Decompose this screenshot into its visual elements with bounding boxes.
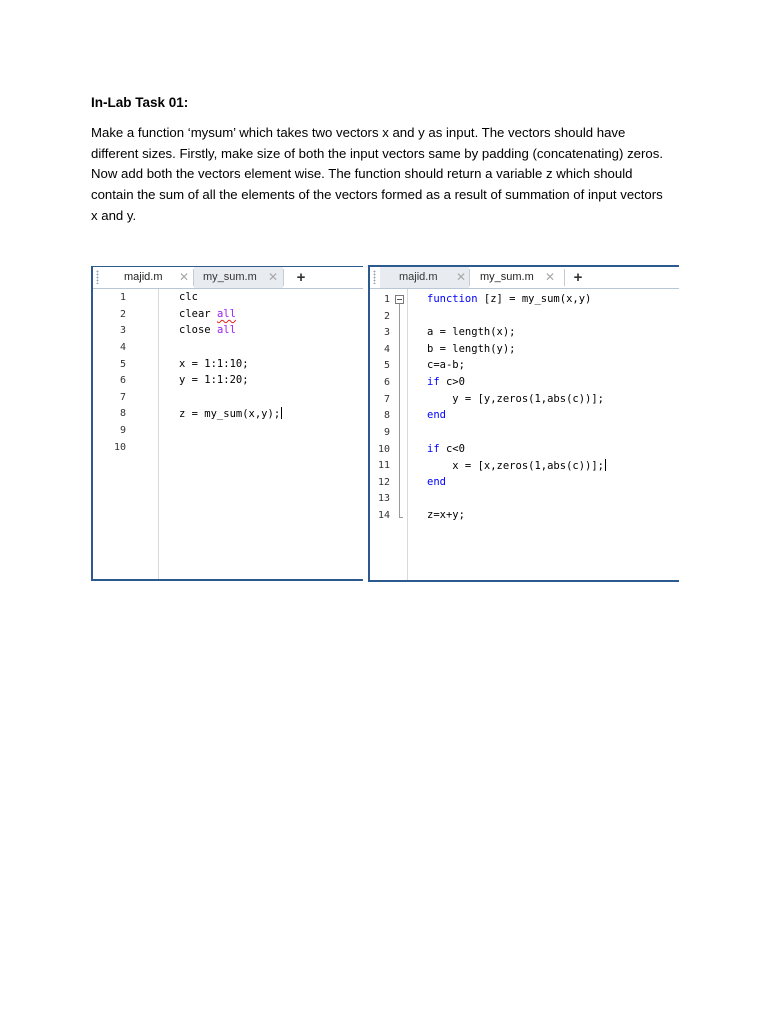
code-text: x = [x,zeros(1,abs(c))]; <box>427 460 605 472</box>
keyword-token: if <box>427 376 440 388</box>
line-number: 5 <box>383 360 390 371</box>
code-text <box>427 476 446 488</box>
code-line[interactable] <box>427 459 606 472</box>
tab-separator <box>283 269 284 286</box>
close-tab-icon[interactable]: ✕ <box>545 270 556 284</box>
fold-collapse-icon[interactable] <box>395 295 404 304</box>
code-text: clc <box>179 291 198 303</box>
line-number: 4 <box>383 344 390 355</box>
tab-my-sum[interactable] <box>194 267 283 288</box>
code-line[interactable] <box>179 407 282 420</box>
task-description: Make a function ‘mysum’ which takes two vectors x and y as input. The vectors should have different sizes. Firstly, make size of both the input vectors same by padding (concatenating) zeros. Now add both the vectors element wise. The function should return a variable z which should contain the sum of all the elements of the vectors formed as a result of summation of input vectors x and y. <box>91 125 663 223</box>
close-tab-icon[interactable]: ✕ <box>268 270 279 284</box>
code-text: y = [y,zeros(1,abs(c))]; <box>427 393 605 405</box>
line-number: 1 <box>119 292 126 303</box>
tab-label: majid.m <box>124 271 163 283</box>
code-line[interactable] <box>427 393 604 405</box>
task-heading: In-Lab Task 01: <box>91 95 189 110</box>
code-text: c=a-b; <box>427 359 465 371</box>
line-number: 3 <box>383 327 390 338</box>
drag-grip-icon[interactable] <box>373 270 376 284</box>
line-number: 11 <box>377 460 390 471</box>
code-line[interactable] <box>179 374 249 386</box>
code-line[interactable] <box>179 291 198 303</box>
code-line[interactable] <box>427 293 591 305</box>
editor-my-sum <box>368 265 679 582</box>
code-line[interactable] <box>427 376 465 388</box>
line-number: 10 <box>113 442 126 453</box>
add-tab-button[interactable]: + <box>296 269 306 286</box>
tab-label: my_sum.m <box>203 271 257 283</box>
code-text <box>427 409 446 421</box>
line-number: 1 <box>383 294 390 305</box>
code-text: z = my_sum(x,y); <box>179 408 281 420</box>
line-number: 7 <box>383 394 390 405</box>
close-tab-icon[interactable]: ✕ <box>456 270 467 284</box>
fold-guide <box>399 304 400 517</box>
code-token: close <box>179 324 217 336</box>
line-number: 9 <box>119 425 126 436</box>
line-number: 6 <box>383 377 390 388</box>
line-number: 8 <box>383 410 390 421</box>
editor-tab-bar <box>93 267 363 289</box>
code-token: [z] = my_sum(x,y) <box>477 293 592 305</box>
line-number: 14 <box>377 510 390 521</box>
line-number: 6 <box>119 375 126 386</box>
code-text: y = 1:1:20; <box>179 374 249 386</box>
code-line[interactable] <box>427 509 465 521</box>
code-text: a = length(x); <box>427 326 516 338</box>
string-token: all <box>216 324 236 336</box>
code-line[interactable] <box>179 324 236 336</box>
keyword-token: function <box>427 293 478 305</box>
tab-separator <box>564 269 565 286</box>
line-number: 8 <box>119 408 126 419</box>
tab-majid[interactable] <box>380 267 469 288</box>
line-number: 13 <box>377 493 390 504</box>
text-cursor <box>605 459 606 471</box>
code-text: x = 1:1:10; <box>179 358 249 370</box>
editor-tab-bar <box>370 267 679 289</box>
editor-majid <box>91 266 363 581</box>
code-token: clear <box>179 308 217 320</box>
code-line[interactable] <box>427 343 516 355</box>
keyword-token: if <box>427 443 440 455</box>
code-line[interactable] <box>179 358 249 370</box>
code-line[interactable] <box>427 359 465 371</box>
code-line[interactable] <box>427 443 465 455</box>
tab-label: majid.m <box>399 271 438 283</box>
code-text: z=x+y; <box>427 509 465 521</box>
code-line[interactable] <box>179 308 236 320</box>
keyword-token: end <box>427 476 446 488</box>
tab-label: my_sum.m <box>480 271 534 283</box>
code-text <box>427 376 465 388</box>
line-number: 2 <box>383 311 390 322</box>
code-token: c<0 <box>439 443 465 455</box>
code-text: b = length(y); <box>427 343 516 355</box>
line-number: 3 <box>119 325 126 336</box>
line-number: 9 <box>383 427 390 438</box>
fold-guide-end <box>399 517 403 518</box>
gutter-divider <box>158 289 159 579</box>
line-number: 10 <box>377 444 390 455</box>
close-tab-icon[interactable]: ✕ <box>179 270 190 284</box>
drag-grip-icon[interactable] <box>96 270 99 284</box>
code-line[interactable] <box>427 476 446 488</box>
code-text <box>427 443 465 455</box>
code-token: c>0 <box>439 376 465 388</box>
keyword-token: end <box>427 409 446 421</box>
code-text <box>179 308 236 320</box>
tab-majid[interactable] <box>103 267 193 288</box>
text-cursor <box>281 407 282 419</box>
code-text <box>179 324 236 336</box>
string-token: all <box>216 308 236 320</box>
line-number: 12 <box>377 477 390 488</box>
tab-my-sum[interactable] <box>470 267 560 288</box>
gutter-divider <box>407 289 408 580</box>
line-number: 4 <box>119 342 126 353</box>
add-tab-button[interactable]: + <box>573 269 583 286</box>
line-number: 2 <box>119 309 126 320</box>
code-line[interactable] <box>427 409 446 421</box>
line-number: 5 <box>119 359 126 370</box>
line-number: 7 <box>119 392 126 403</box>
code-text <box>427 293 591 305</box>
code-line[interactable] <box>427 326 516 338</box>
